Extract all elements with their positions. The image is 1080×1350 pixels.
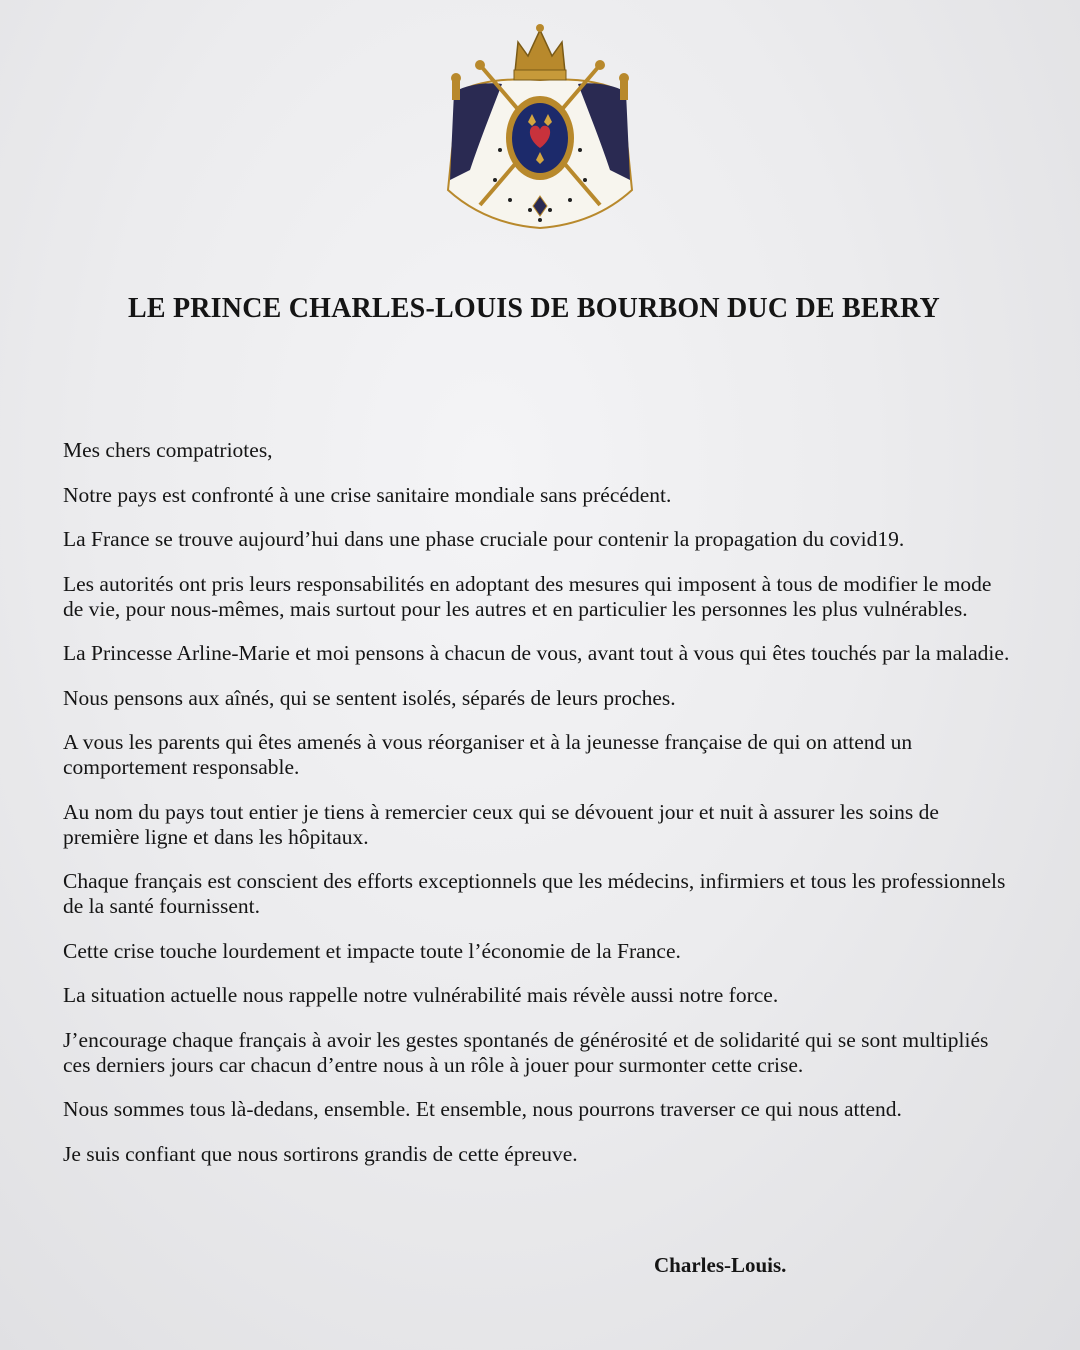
paragraph: Nous sommes tous là-dedans, ensemble. Et ensemble, nous pourrons traverser ce qui nous attend. xyxy=(63,1097,902,1121)
signature: Charles-Louis. xyxy=(654,1253,787,1277)
letter-title: LE PRINCE CHARLES-LOUIS DE BOURBON DUC DE BERRY xyxy=(128,293,940,324)
paragraph: J’encourage chaque français à avoir les gestes spontanés de générosité et de solidarité qui se sont multipliés ces derniers jours car chacun d’entre nous à un rôle à jouer pour surmonter cette crise. xyxy=(63,1027,989,1077)
paragraph: Notre pays est confronté à une crise sanitaire mondiale sans précédent. xyxy=(63,482,672,507)
paragraph: Les autorités ont pris leurs responsabilités en adoptant des mesures qui imposent à tous de modifier le mode de vie, pour nous-mêmes, mais surtout pour les autres et en particulier les personnes les plus vulnérables. xyxy=(63,571,992,621)
salutation: Mes chers compatriotes, xyxy=(63,438,273,462)
paragraph: A vous les parents qui êtes amenés à vous réorganiser et à la jeunesse française de qui on attend un comportement responsable. xyxy=(63,730,913,779)
letter-body xyxy=(63,438,1013,1186)
paragraph: La situation actuelle nous rappelle notre vulnérabilité mais révèle aussi notre force. xyxy=(63,983,779,1007)
paragraph: Je suis confiant que nous sortirons grandis de cette épreuve. xyxy=(63,1141,578,1166)
paragraph: Cette crise touche lourdement et impacte toute l’économie de la France. xyxy=(63,938,681,963)
paragraph: Chaque français est conscient des efforts exceptionnels que les médecins, infirmiers et tous les professionnels de la santé fournissent. xyxy=(63,869,1006,918)
paragraph: La Princesse Arline-Marie et moi pensons à chacun de vous, avant tout à vous qui êtes touchés par la maladie. xyxy=(63,641,1010,665)
paragraph: La France se trouve aujourd’hui dans une phase cruciale pour contenir la propagation du covid19. xyxy=(63,527,905,551)
coat-of-arms-icon xyxy=(440,20,640,235)
paragraph: Au nom du pays tout entier je tiens à remercier ceux qui se dévouent jour et nuit à assurer les soins de première ligne et dans les hôpitaux. xyxy=(63,799,939,849)
paragraph: Nous pensons aux aînés, qui se sentent isolés, séparés de leurs proches. xyxy=(63,685,676,710)
